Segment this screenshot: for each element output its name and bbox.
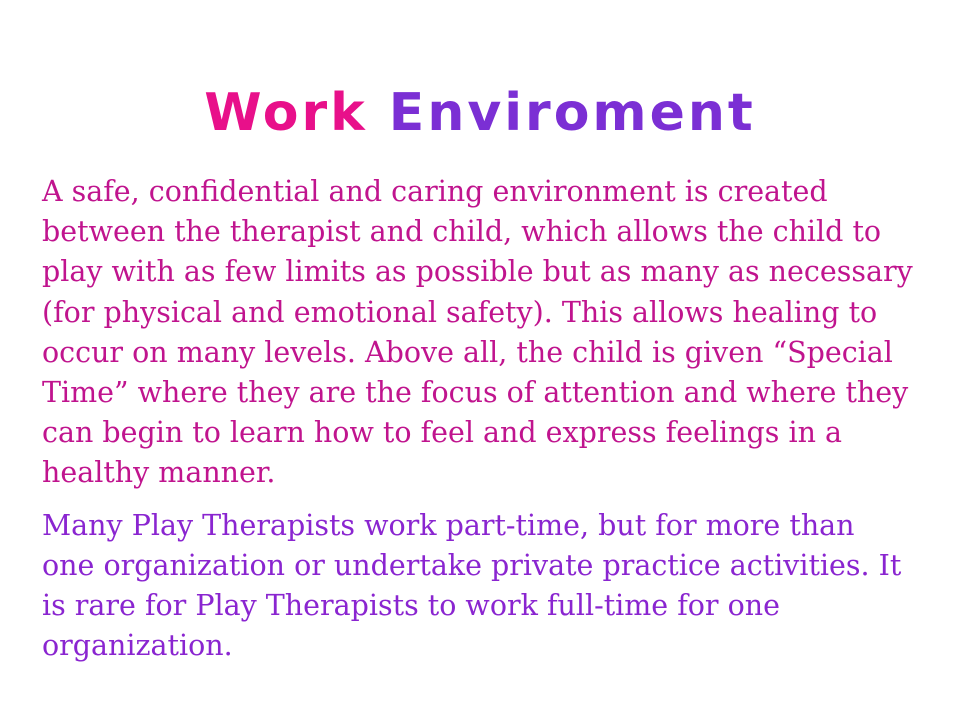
paragraph-line: healthy manner. (42, 456, 276, 490)
slide-title (0, 82, 960, 143)
paragraph-part-time (42, 506, 922, 667)
paragraph-line: organization. (42, 629, 233, 663)
paragraph-line: occur on many levels. Above all, the child is given “Special (42, 335, 893, 369)
paragraph-line: one organization or undertake private practice activities. It (42, 548, 902, 582)
paragraph-line: is rare for Play Therapists to work full-time for one (42, 589, 780, 623)
paragraph-line: between the therapist and child, which allows the child to (42, 215, 882, 249)
paragraph-line: play with as few limits as possible but as many as necessary (42, 255, 913, 289)
paragraph-line: A safe, confidential and caring environment is created (42, 175, 828, 208)
paragraph-line: (for physical and emotional safety). This allows healing to (42, 295, 878, 329)
paragraph-line: Many Play Therapists work part-time, but for more than (42, 508, 855, 542)
paragraph-line: can begin to learn how to feel and express feelings in a (42, 416, 842, 450)
title-word-work: Work (204, 82, 368, 143)
slide-body (42, 172, 922, 666)
title-word-enviroment: Enviroment (388, 82, 756, 143)
paragraph-line: Time” where they are the focus of attention and where they (42, 376, 909, 410)
paragraph-environment (42, 172, 922, 494)
